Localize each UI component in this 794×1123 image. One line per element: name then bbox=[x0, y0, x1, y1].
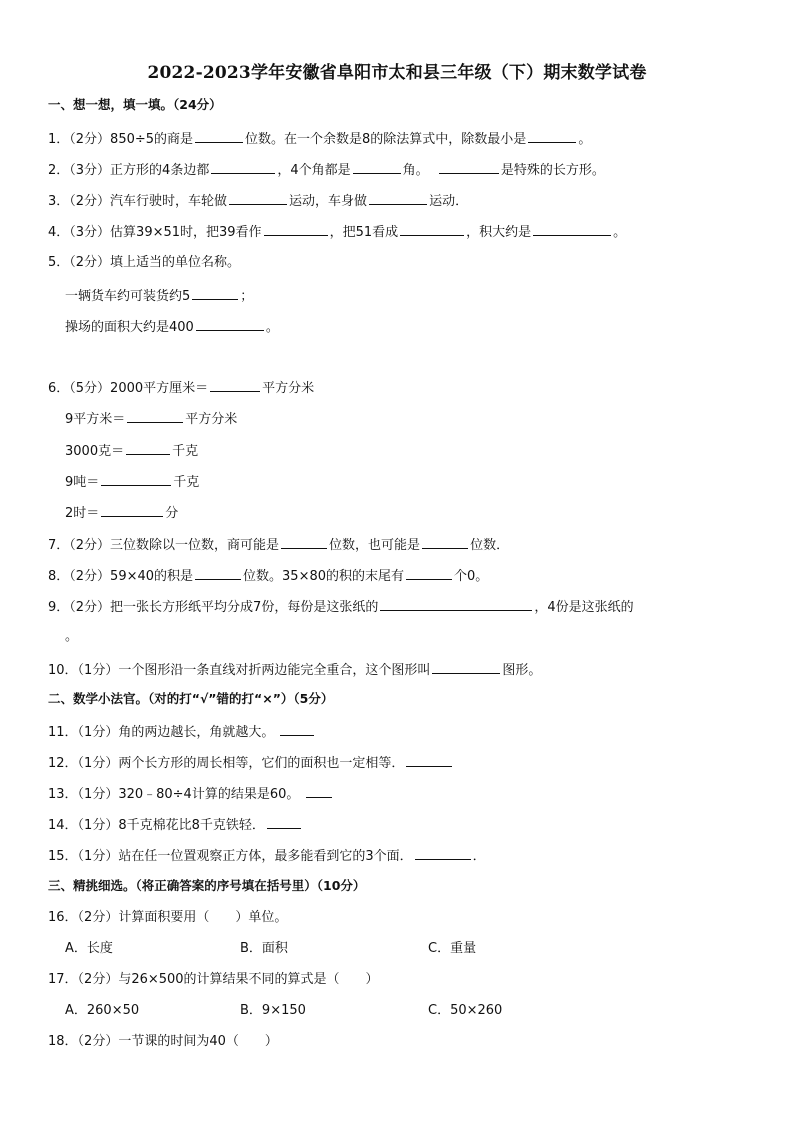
question-6: 6．（5分）2000平方厘米＝ 平方分米 bbox=[48, 378, 314, 398]
question-9-end: 。 bbox=[65, 629, 79, 644]
question-16: 16．（2分）计算面积要用（ ）单位。 bbox=[48, 910, 288, 925]
answer-blank[interactable] bbox=[406, 753, 452, 767]
answer-blank[interactable] bbox=[439, 160, 499, 174]
option-a[interactable]: A．长度 bbox=[65, 941, 113, 956]
answer-blank[interactable] bbox=[415, 846, 471, 860]
answer-blank[interactable] bbox=[126, 441, 170, 455]
question-13: 13．（1分）320﹣80÷4计算的结果是60。 bbox=[48, 784, 334, 804]
question-10: 10．（1分）一个图形沿一条直线对折两边能完全重合，这个图形叫 图形。 bbox=[48, 660, 541, 680]
answer-blank[interactable] bbox=[195, 129, 243, 143]
answer-blank[interactable] bbox=[406, 566, 452, 580]
answer-blank[interactable] bbox=[192, 286, 238, 300]
answer-blank[interactable] bbox=[101, 503, 163, 517]
answer-blank[interactable] bbox=[210, 378, 260, 392]
question-6-part-2: 9平方米＝ 平方分米 bbox=[65, 409, 237, 429]
answer-blank[interactable] bbox=[353, 160, 401, 174]
answer-blank[interactable] bbox=[280, 722, 314, 736]
question-9: 9．（2分）把一张长方形纸平均分成7份，每份是这张纸的 ，4份是这张纸的 bbox=[48, 597, 634, 617]
question-5: 5．（2分）填上适当的单位名称。 bbox=[48, 255, 241, 270]
answer-blank[interactable] bbox=[281, 535, 327, 549]
question-14: 14．（1分）8千克棉花比8千克铁轻． bbox=[48, 815, 303, 835]
question-6-part-5: 2时＝ 分 bbox=[65, 503, 178, 523]
answer-blank[interactable] bbox=[195, 566, 241, 580]
option-b[interactable]: B．9×150 bbox=[240, 1003, 306, 1018]
question-2: 2．（3分）正方形的4条边都 ，4个角都是 角。 是特殊的长方形。 bbox=[48, 160, 605, 180]
answer-blank[interactable] bbox=[101, 472, 171, 486]
option-c[interactable]: C．重量 bbox=[428, 941, 477, 956]
answer-blank[interactable] bbox=[400, 222, 464, 236]
question-5-part-1: 一辆货车约可装货约5 ； bbox=[65, 286, 253, 306]
question-4: 4．（3分）估算39×51时，把39看作 ，把51看成 ，积大约是 。 bbox=[48, 222, 626, 242]
answer-blank[interactable] bbox=[211, 160, 275, 174]
question-17: 17．（2分）与26×500的计算结果不同的算式是（ ） bbox=[48, 972, 379, 987]
question-11: 11．（1分）角的两边越长，角就越大。 bbox=[48, 722, 316, 742]
question-3: 3．（2分）汽车行驶时，车轮做 运动，车身做 运动． bbox=[48, 191, 468, 211]
question-7: 7．（2分）三位数除以一位数，商可能是 位数，也可能是 位数． bbox=[48, 535, 509, 555]
question-16-options bbox=[65, 940, 476, 958]
answer-blank[interactable] bbox=[264, 222, 328, 236]
answer-blank[interactable] bbox=[422, 535, 468, 549]
section-heading-3: 三、精挑细选。（将正确答案的序号填在括号里）（10分） bbox=[48, 878, 366, 893]
question-18: 18．（2分）一节课的时间为40（ ） bbox=[48, 1034, 278, 1049]
page-title: 2022-2023学年安徽省阜阳市太和县三年级（下）期末数学试卷 bbox=[147, 63, 647, 83]
answer-blank[interactable] bbox=[369, 191, 427, 205]
option-b[interactable]: B．面积 bbox=[240, 941, 288, 956]
answer-blank[interactable] bbox=[267, 815, 301, 829]
question-1: 1．（2分）850÷5的商是 位数。在一个余数是8的除法算式中，除数最小是 。 bbox=[48, 129, 591, 149]
answer-blank[interactable] bbox=[306, 784, 332, 798]
answer-blank[interactable] bbox=[528, 129, 576, 143]
question-8: 8．（2分）59×40的积是 位数。35×80的积的末尾有 个0。 bbox=[48, 566, 488, 586]
option-c[interactable]: C．50×260 bbox=[428, 1003, 503, 1018]
section-heading-2: 二、数学小法官。（对的打“√”错的打“×”）（5分） bbox=[48, 691, 334, 706]
answer-blank[interactable] bbox=[380, 597, 532, 611]
question-5-part-2: 操场的面积大约是400 。 bbox=[65, 317, 279, 337]
answer-blank[interactable] bbox=[196, 317, 264, 331]
question-6-part-4: 9吨＝ 千克 bbox=[65, 472, 199, 492]
answer-blank[interactable] bbox=[533, 222, 611, 236]
option-a[interactable]: A．260×50 bbox=[65, 1003, 140, 1018]
answer-blank[interactable] bbox=[432, 660, 500, 674]
section-heading-1: 一、想一想，填一填。（24分） bbox=[48, 97, 222, 112]
question-6-part-3: 3000克＝ 千克 bbox=[65, 441, 198, 461]
question-17-options bbox=[65, 1002, 502, 1020]
question-15: 15．（1分）站在任一位置观察正方体，最多能看到它的3个面． ． bbox=[48, 846, 486, 866]
answer-blank[interactable] bbox=[127, 409, 183, 423]
answer-blank[interactable] bbox=[229, 191, 287, 205]
question-12: 12．（1分）两个长方形的周长相等，它们的面积也一定相等． bbox=[48, 753, 454, 773]
